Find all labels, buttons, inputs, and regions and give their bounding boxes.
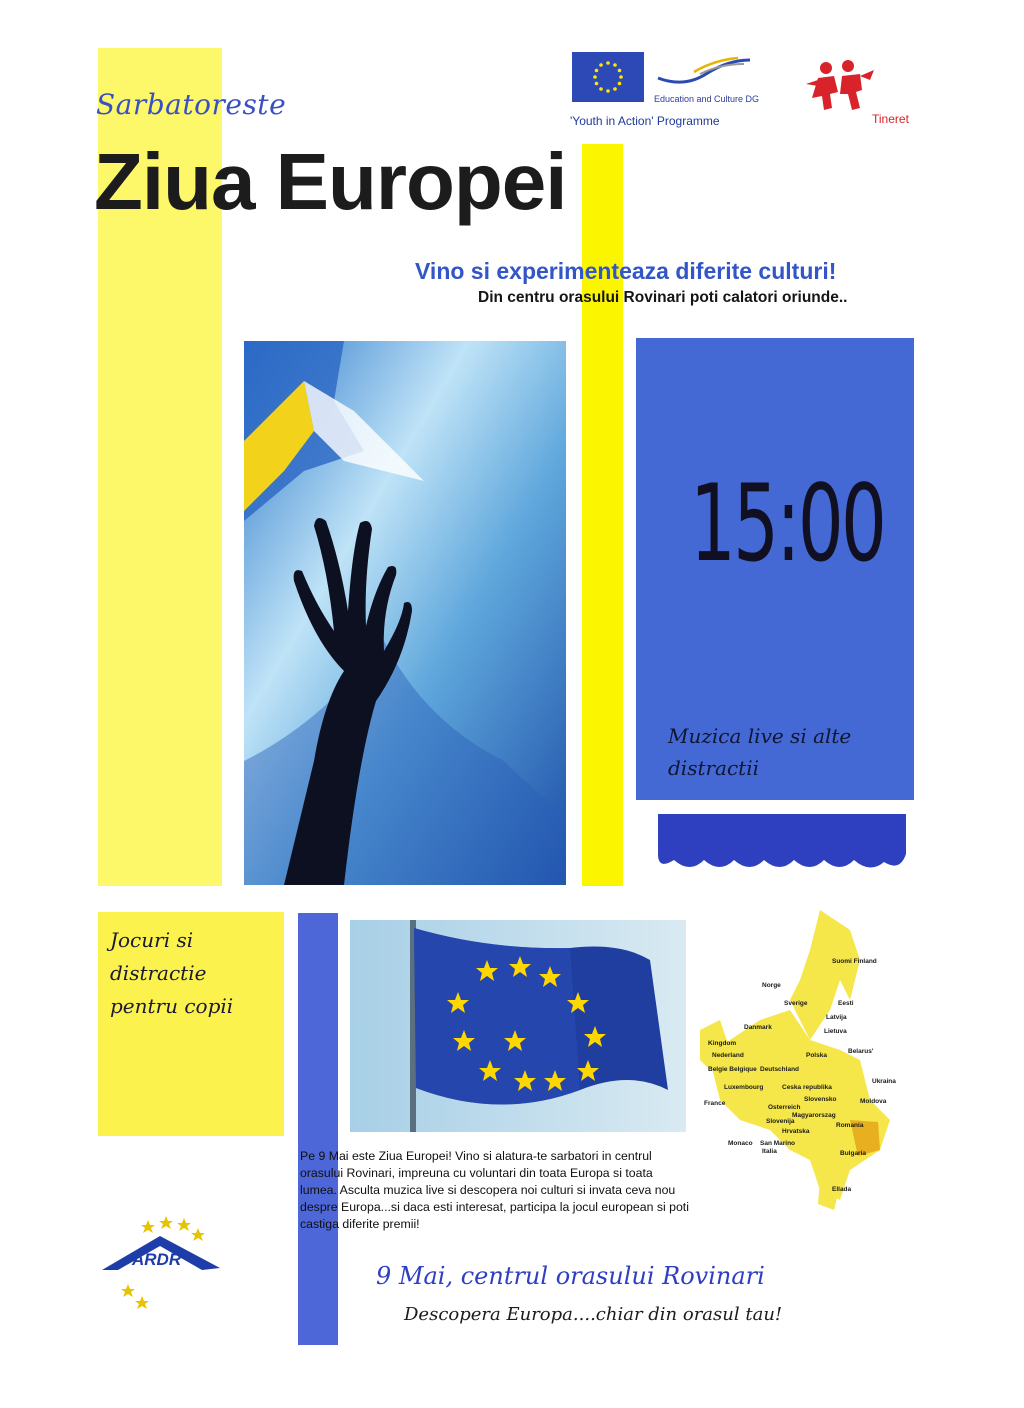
map-label: Norge (762, 982, 781, 989)
map-label: Sverige (784, 1000, 808, 1007)
map-label: Monaco (728, 1140, 753, 1147)
map-label: Bulgaria (840, 1150, 867, 1157)
map-label: Lietuva (824, 1028, 847, 1035)
map-label: Italia (762, 1148, 777, 1155)
education-culture-logo (654, 52, 754, 92)
page-title: Ziua Europei (94, 137, 567, 226)
event-time: 15:00 (690, 462, 885, 585)
event-description: Pe 9 Mai este Ziua Europei! Vino si alatura-te sarbatori in centrul orasului Rovinari, impreuna cu voluntari din toata Europa si toata lumea. Asculta muzica live si descopera noi culturi si invata ceva nou despre Europa...si daca esti interesat, participa la jocul european si poti castiga diferite premii! (300, 1149, 689, 1231)
map-label: Polska (806, 1052, 827, 1059)
hand-star-photo (244, 341, 566, 885)
yellow-bar-middle (582, 144, 623, 886)
map-label: Belgie Belgique (708, 1066, 757, 1073)
map-label: Magyarorszag (792, 1112, 836, 1119)
map-label: Romania (836, 1122, 864, 1129)
map-label: Suomi Finland (832, 958, 877, 965)
map-label: Osterreich (768, 1104, 801, 1111)
celebrate-label: Sarbatoreste (96, 88, 287, 121)
ardr-logo (98, 1212, 228, 1312)
map-label: Moldova (860, 1098, 887, 1105)
map-label: Ukraina (872, 1078, 896, 1085)
map-label: Eesti (838, 1000, 854, 1007)
tineret-logo (804, 58, 876, 122)
map-label: Hrvatska (782, 1128, 810, 1135)
footer-location: 9 Mai, centrul orasului Rovinari (376, 1262, 765, 1290)
map-label: San Marino (760, 1140, 796, 1147)
map-label: Danmark (744, 1024, 772, 1031)
map-label: Ceska republika (782, 1084, 832, 1091)
map-label: France (704, 1100, 726, 1107)
map-label: Belarus' (848, 1048, 874, 1055)
map-label: Slovensko (804, 1096, 837, 1103)
footer-slogan: Descopera Europa....chiar din orasul tau! (404, 1304, 783, 1325)
map-label: Latvija (826, 1014, 847, 1021)
map-label: Luxembourg (724, 1084, 764, 1091)
blue-bar-bottom (298, 913, 338, 1345)
kids-activities-label: Jocuri si distractie pentru copii (110, 928, 234, 1018)
dg-label: Education and Culture DG (654, 94, 760, 104)
eu-flag-logo (572, 52, 644, 102)
tineret-label: Tineret (872, 112, 909, 126)
map-label: Nederland (712, 1052, 744, 1059)
tagline-subline: Din centru orasului Rovinari poti calatori oriunde.. (478, 289, 848, 306)
map-label: Slovenija (766, 1118, 795, 1125)
programme-label: 'Youth in Action' Programme (570, 114, 720, 128)
music-label: Muzica live si alte distractii (668, 724, 852, 780)
map-label: Ellada (832, 1186, 852, 1193)
eu-flag-photo (350, 920, 686, 1132)
map-label: Kingdom (708, 1040, 737, 1047)
ardr-label: ARDR (132, 1250, 182, 1269)
curtain-decoration (654, 814, 908, 874)
map-label: Deutschland (760, 1066, 800, 1073)
europe-map (700, 900, 900, 1220)
tagline-headline: Vino si experimenteaza diferite culturi! (415, 258, 837, 284)
